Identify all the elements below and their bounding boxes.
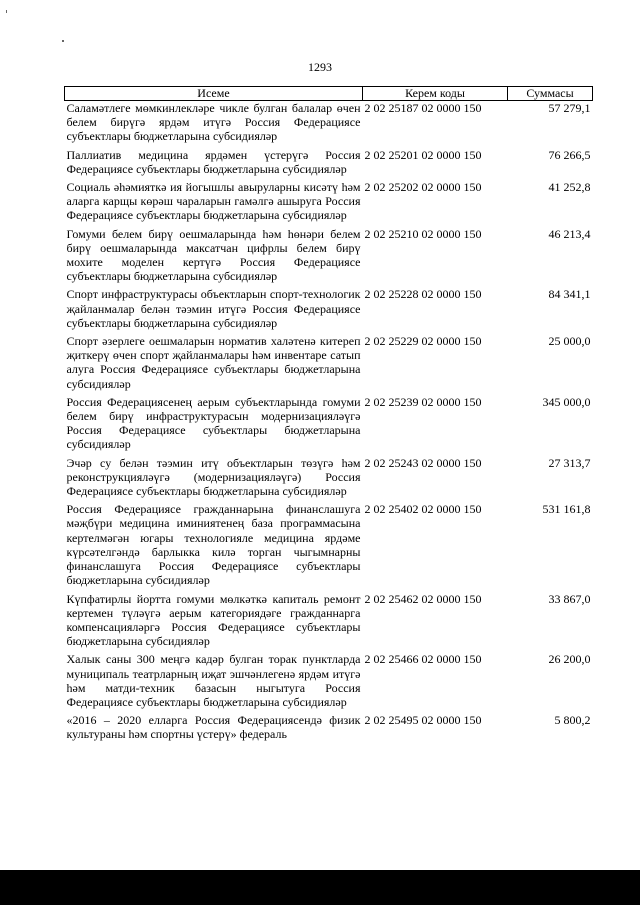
table-row bbox=[65, 180, 593, 227]
row-code: 2 02 25462 02 0000 150 bbox=[364, 591, 482, 606]
table-row bbox=[65, 502, 593, 591]
row-amount: 33 867,0 bbox=[548, 591, 591, 606]
row-name: Саламәтлеге мөмкинлекләре чикле булган балалар өчен белем бирүгә ярдәм итүгә Россия Федерациясе субъектлары бюджетларына субсидияләр bbox=[66, 101, 361, 144]
scan-bottom-edge bbox=[0, 870, 640, 905]
row-name: Күпфатирлы йортта гомуми мөлкәткә капиталь ремонт кертемен түләүгә аерым категориядәге гражданнарга компенсацияләргә Россия Федерациясе субъектлары бюджетларына субсидияләр bbox=[66, 591, 361, 649]
row-name: Россия Федерациясе гражданнарына финанслашуга мәҗбүри медицина иминиятенең база программасына кертелмәгән югары технологияле медицина ярдәме күрсәтелгәндә барлыкка килә торган чыгымнарны финанслашуга Россия Федерациясе субъектлары бюджетларына субсидияләр bbox=[66, 502, 361, 588]
row-name: Спорт инфраструктурасы объектларын спорт-технологик җайланмалар белән тәэмин итүгә Россия Федерациясе субъектлары бюджетларына субсидияләр bbox=[66, 287, 361, 330]
budget-table bbox=[64, 86, 593, 746]
row-name: Халык саны 300 меңгә кадәр булган торак пунктларда муниципаль театрларның иҗат эшчәнлегенә ярдәм итүгә һәм матди-техник базасын ныгытуга Россия Федерациясе субъектлары бюджетларына субсидияләр bbox=[66, 652, 361, 709]
table-row bbox=[65, 287, 593, 334]
row-name: Социаль әһәмияткә ия йогышлы авыруларны кисәтү һәм аларга карщы көрәш чараларын гамәлгә ашыруга Россия Федерациясе субъектлары бюджетларына субсидияләр bbox=[66, 180, 361, 223]
row-code: 2 02 25243 02 0000 150 bbox=[364, 455, 482, 470]
row-amount: 531 161,8 bbox=[542, 502, 591, 517]
row-code: 2 02 25495 02 0000 150 bbox=[364, 713, 482, 728]
table-row bbox=[65, 456, 593, 503]
row-name: Паллиатив медицина ярдәмен үстерүгә Россия Федерациясе субъектлары бюджетларына субсидияләр bbox=[66, 147, 361, 176]
row-amount: 46 213,4 bbox=[548, 226, 591, 241]
row-amount: 76 266,5 bbox=[548, 147, 591, 162]
row-amount: 345 000,0 bbox=[542, 394, 591, 409]
row-amount: 25 000,0 bbox=[548, 334, 591, 349]
row-name: Гомуми белем бирү оешмаларында һәм һөнәри белем бирү оешмаларында максатчан цифрлы белем бирү мохите моделен кертүгә Россия Федерациясе субъектлары бюджетларына субсидияләр bbox=[66, 226, 361, 284]
table-row bbox=[65, 713, 593, 745]
table-row bbox=[65, 101, 593, 148]
header-code: Керем коды bbox=[363, 87, 508, 101]
scan-artifact-edge bbox=[6, 10, 7, 13]
page-number: 1293 bbox=[308, 60, 332, 74]
row-name: «2016 – 2020 елларга Россия Федерациясендә физик культураны һәм спортны үстерү» федераль bbox=[66, 713, 361, 742]
row-amount: 84 341,1 bbox=[548, 287, 591, 302]
header-name: Исеме bbox=[65, 87, 363, 101]
row-name: Россия Федерациясенең аерым субъектларында гомуми белем бирү инфраструктурасын модернизацияләүгә Россия Федерациясе субъектлары бюджетларына субсидияләр bbox=[66, 394, 361, 452]
table-row bbox=[65, 227, 593, 288]
row-code: 2 02 25402 02 0000 150 bbox=[364, 502, 482, 517]
row-code: 2 02 25466 02 0000 150 bbox=[364, 652, 482, 667]
row-name: Спорт әзерлеге оешмаларын норматив халәтенә китереп җиткерү өчен спорт җайланмалары һәм инвентаре сатып алуга Россия Федерациясе субъектлары бюджетларына субсидияләр bbox=[66, 334, 361, 391]
scan-artifact-top bbox=[62, 40, 64, 42]
row-code: 2 02 25229 02 0000 150 bbox=[364, 334, 482, 349]
row-name: Эчәр су белән тәэмин итү объектларын төзүгә һәм реконструкцияләүгә (модернизацияләүгә) Россия Федерациясе субъектлары бюджетларына субсидияләр bbox=[66, 455, 361, 499]
row-amount: 26 200,0 bbox=[548, 652, 591, 667]
header-amount: Суммасы bbox=[508, 87, 593, 101]
row-code: 2 02 25210 02 0000 150 bbox=[364, 226, 482, 241]
table-row bbox=[65, 148, 593, 180]
row-code: 2 02 25202 02 0000 150 bbox=[364, 180, 482, 195]
row-amount: 27 313,7 bbox=[548, 455, 591, 470]
table-header-row bbox=[65, 87, 593, 101]
row-code: 2 02 25187 02 0000 150 bbox=[364, 101, 482, 115]
table-row bbox=[65, 334, 593, 395]
row-code: 2 02 25239 02 0000 150 bbox=[364, 394, 482, 409]
table-row bbox=[65, 592, 593, 653]
row-code: 2 02 25228 02 0000 150 bbox=[364, 287, 482, 302]
row-amount: 57 279,1 bbox=[548, 101, 591, 115]
row-amount: 5 800,2 bbox=[554, 713, 591, 728]
table-row bbox=[65, 395, 593, 456]
row-amount: 41 252,8 bbox=[548, 180, 591, 195]
row-code: 2 02 25201 02 0000 150 bbox=[364, 147, 482, 162]
table-row bbox=[65, 652, 593, 713]
